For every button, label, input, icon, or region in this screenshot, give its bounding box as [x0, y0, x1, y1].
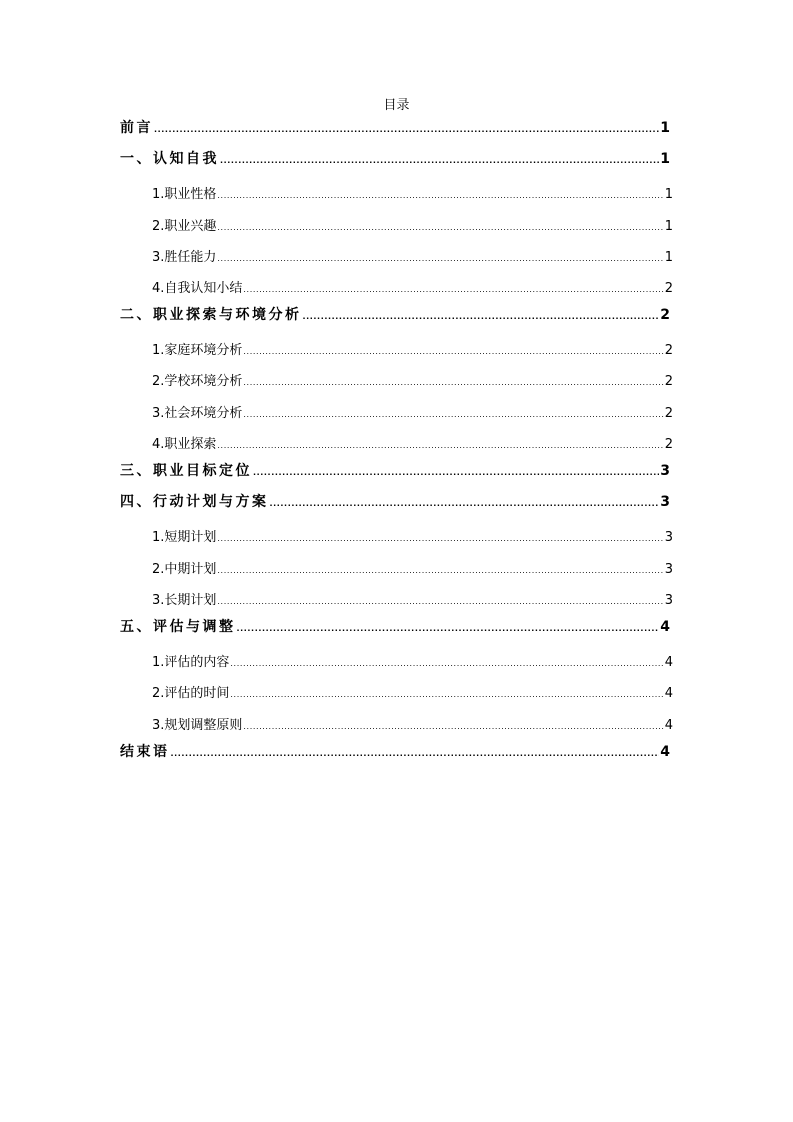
toc-leader-dots — [217, 592, 663, 612]
toc-entry-label: 3.长期计划 — [152, 593, 217, 608]
toc-entry-section-4[interactable] — [120, 492, 670, 512]
toc-leader-dots — [237, 619, 660, 639]
toc-entry-1-4[interactable] — [152, 279, 673, 299]
toc-entry-page: 4 — [664, 686, 673, 701]
toc-entry-label: 二、职业探索与环境分析 — [120, 307, 302, 323]
toc-entry-page: 3 — [664, 530, 673, 545]
toc-entry-page: 2 — [664, 406, 673, 421]
toc-entry-label: 五、评估与调整 — [120, 619, 236, 635]
toc-entry-label: 4.职业探索 — [152, 437, 217, 452]
toc-entry-1-3[interactable] — [152, 248, 673, 268]
toc-entry-label: 结束语 — [120, 744, 170, 760]
toc-leader-dots — [243, 717, 663, 737]
toc-leader-dots — [243, 280, 663, 300]
toc-entry-2-2[interactable] — [152, 372, 673, 392]
toc-entry-label: 2.学校环境分析 — [152, 374, 243, 389]
toc-leader-dots — [217, 249, 663, 269]
toc-entry-4-2[interactable] — [152, 560, 673, 580]
toc-title: 目录 — [383, 98, 410, 113]
toc-leader-dots — [220, 151, 659, 171]
toc-entry-label: 3.胜任能力 — [152, 250, 217, 265]
toc-entry-1-2[interactable] — [152, 217, 673, 237]
toc-entry-label: 前言 — [120, 120, 153, 136]
toc-leader-dots — [217, 436, 663, 456]
toc-leader-dots — [217, 529, 663, 549]
toc-entry-page: 3 — [664, 562, 673, 577]
toc-leader-dots — [243, 405, 663, 425]
toc-entry-page: 3 — [660, 494, 670, 510]
toc-leader-dots — [253, 463, 659, 483]
toc-entry-page: 3 — [664, 593, 673, 608]
toc-entry-label: 一、认知自我 — [120, 151, 219, 167]
toc-leader-dots — [270, 494, 660, 514]
toc-entry-page: 4 — [664, 655, 673, 670]
toc-entry-label: 2.中期计划 — [152, 562, 217, 577]
toc-entry-page: 1 — [664, 187, 673, 202]
toc-entry-page: 2 — [660, 307, 670, 323]
toc-entry-page: 1 — [660, 120, 670, 136]
toc-entry-5-1[interactable] — [152, 653, 673, 673]
toc-entry-5-2[interactable] — [152, 684, 673, 704]
toc-entry-2-3[interactable] — [152, 404, 673, 424]
toc-entry-section-5[interactable] — [120, 617, 670, 637]
toc-leader-dots — [243, 373, 663, 393]
toc-entry-section-1[interactable] — [120, 149, 670, 169]
toc-entry-conclusion[interactable] — [120, 742, 670, 762]
toc-entry-2-1[interactable] — [152, 341, 673, 361]
toc-entry-label: 1.短期计划 — [152, 530, 217, 545]
toc-entry-section-2[interactable] — [120, 305, 670, 325]
toc-entry-label: 1.家庭环境分析 — [152, 343, 243, 358]
toc-entry-1-1[interactable] — [152, 185, 673, 205]
toc-leader-dots — [243, 342, 663, 362]
toc-leader-dots — [217, 218, 663, 238]
toc-entry-label: 四、行动计划与方案 — [120, 494, 269, 510]
toc-entry-page: 2 — [664, 281, 673, 296]
toc-entry-5-3[interactable] — [152, 716, 673, 736]
toc-entry-4-3[interactable] — [152, 591, 673, 611]
toc-entry-4-1[interactable] — [152, 528, 673, 548]
toc-leader-dots — [230, 654, 663, 674]
toc-entry-page: 2 — [664, 374, 673, 389]
toc-entry-preface[interactable] — [120, 118, 670, 138]
toc-entry-label: 1.职业性格 — [152, 187, 217, 202]
toc-entry-label: 1.评估的内容 — [152, 655, 230, 670]
toc-entry-label: 三、职业目标定位 — [120, 463, 252, 479]
toc-entry-page: 3 — [660, 463, 670, 479]
toc-entry-label: 4.自我认知小结 — [152, 281, 243, 296]
toc-entry-2-4[interactable] — [152, 435, 673, 455]
toc-leader-dots — [217, 186, 663, 206]
toc-entry-section-3[interactable] — [120, 461, 670, 481]
toc-entry-label: 2.职业兴趣 — [152, 219, 217, 234]
toc-entry-page: 4 — [664, 718, 673, 733]
toc-entry-page: 4 — [660, 744, 670, 760]
toc-entry-page: 1 — [660, 151, 670, 167]
toc-entry-label: 2.评估的时间 — [152, 686, 230, 701]
toc-leader-dots — [230, 685, 663, 705]
toc-entry-label: 3.规划调整原则 — [152, 718, 243, 733]
toc-entry-label: 3.社会环境分析 — [152, 406, 243, 421]
toc-leader-dots — [171, 744, 660, 764]
toc-leader-dots — [217, 561, 663, 581]
toc-entry-page: 1 — [664, 250, 673, 265]
toc-entry-page: 4 — [660, 619, 670, 635]
toc-leader-dots — [154, 120, 659, 140]
toc-entry-page: 2 — [664, 437, 673, 452]
toc-entry-page: 1 — [664, 219, 673, 234]
toc-leader-dots — [303, 307, 660, 327]
toc-entry-page: 2 — [664, 343, 673, 358]
